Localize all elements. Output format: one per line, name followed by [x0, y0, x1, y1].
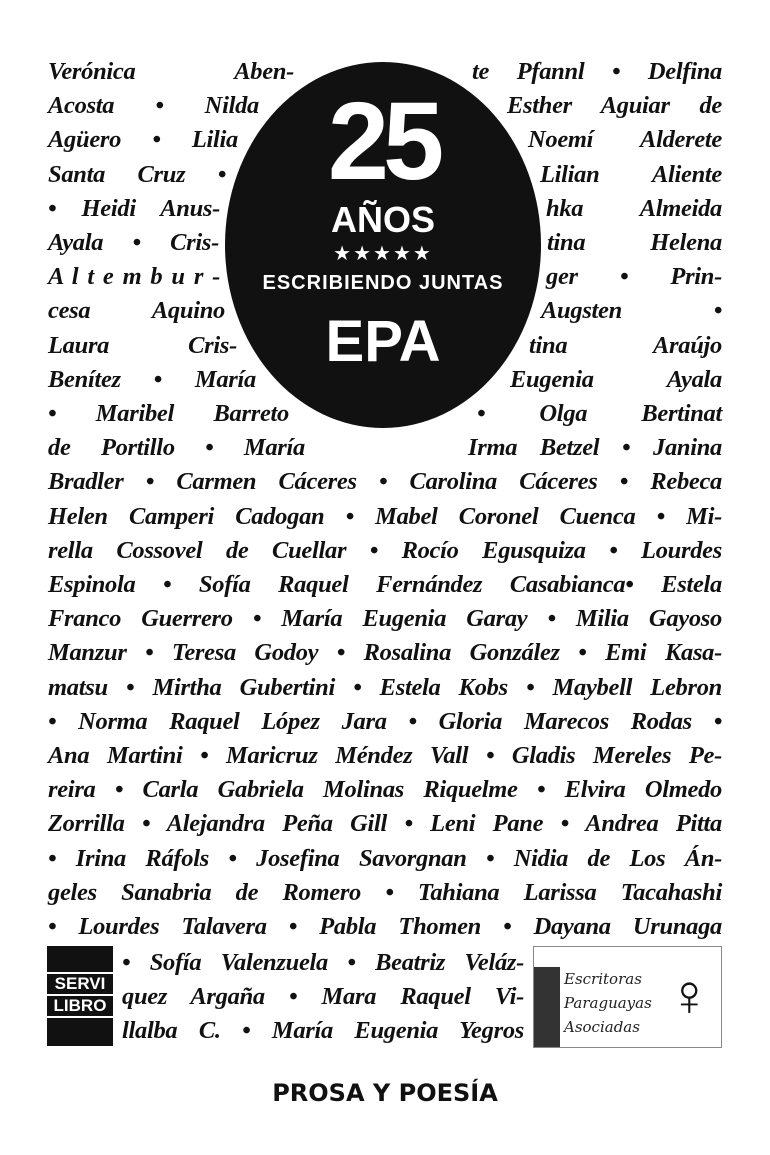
- name-line: [48, 89, 259, 123]
- name-line: [48, 773, 722, 807]
- name-line-text: Espinola • Sofía Raquel Fernández Casabianca• Estela: [48, 571, 722, 598]
- epa-logo-line1: Escritoras: [564, 970, 642, 988]
- name-line-text: Noemí Alderete: [528, 126, 722, 154]
- name-line-text: tina Araújo: [529, 331, 722, 359]
- walking-feet-icon: [47, 1016, 113, 1046]
- name-line: [48, 807, 722, 841]
- name-line-text: llalba C. • María Eugenia Yegros: [122, 1017, 524, 1045]
- name-line-text: Bradler • Carmen Cáceres • Carolina Cáceres • Rebeca: [48, 468, 722, 496]
- logo-years: AÑOS: [330, 199, 435, 240]
- name-line: [48, 739, 722, 773]
- name-line-text: de Portillo • María: [48, 434, 305, 462]
- name-line: [546, 192, 722, 226]
- name-line: [48, 397, 289, 431]
- name-line: [48, 123, 238, 157]
- escritoras-paraguayas-logo: [533, 946, 722, 1048]
- name-line-text: Agüero • Lilia: [48, 126, 238, 154]
- name-line-text: Ana Martini • Maricruz Méndez Vall • Gladis Mereles Pe-: [48, 742, 722, 769]
- name-line: [510, 363, 722, 397]
- name-line-text: Ayala • Cris-: [48, 229, 219, 256]
- name-line-text: • Heidi Anus-: [48, 194, 220, 222]
- name-line-text: geles Sanabria de Romero • Tahiana Larissa Tacahashi: [48, 878, 722, 906]
- female-quill-icon: ♀: [667, 963, 711, 1028]
- name-line-text: reira • Carla Gabriela Molinas Riquelme • Elvira Olmedo: [48, 776, 722, 804]
- epa-logo-line3: Asociadas: [564, 1018, 640, 1036]
- name-line-text: • Sofía Valenzuela • Beatriz Veláz-: [122, 949, 524, 976]
- name-line-text: • Olga Bertinat: [477, 400, 722, 427]
- name-line-text: Verónica Aben-: [48, 58, 294, 85]
- name-line-text: • Maribel Barreto: [48, 400, 289, 427]
- name-line-text: Zorrilla • Alejandra Peña Gill • Leni Pane • Andrea Pitta: [48, 810, 722, 838]
- name-line: [507, 89, 722, 123]
- name-line: [48, 55, 294, 89]
- name-line: [472, 55, 722, 89]
- name-line: [48, 602, 722, 636]
- name-line-text: rella Cossovel de Cuellar • Rocío Egusquiza • Lourdes: [48, 536, 722, 564]
- logo-strip: [534, 967, 560, 1047]
- name-line-text: hka Almeida: [546, 194, 722, 222]
- name-line: [122, 946, 524, 980]
- name-line-text: Helen Camperi Cadogan • Mabel Coronel Cuenca • Mi-: [48, 502, 722, 530]
- servilibro-line2: LIBRO: [47, 994, 113, 1016]
- name-line: [528, 123, 722, 157]
- logo-acronym: EPA: [325, 309, 441, 374]
- name-line-text: Acosta • Nilda: [48, 92, 259, 120]
- name-line: [477, 397, 722, 431]
- name-line: [48, 260, 220, 294]
- name-line-text: Irma Betzel • Janina: [468, 434, 722, 462]
- name-line: [529, 329, 722, 363]
- name-line-text: ger • Prin-: [546, 263, 722, 291]
- name-line: [48, 363, 256, 397]
- name-line: [48, 500, 722, 534]
- name-line: [122, 980, 524, 1014]
- name-line-text: Laura Cris-: [48, 331, 237, 359]
- name-line: [540, 158, 722, 192]
- name-line: [48, 534, 722, 568]
- name-line: [48, 842, 722, 876]
- name-line: [48, 192, 220, 226]
- name-line-text: • Irina Ráfols • Josefina Savorgnan • Nidia de Los Án-: [48, 844, 722, 872]
- name-line: [48, 705, 722, 739]
- name-line: [48, 671, 722, 705]
- name-line-text: Lilian Aliente: [540, 160, 722, 188]
- name-line: [48, 910, 722, 944]
- name-line: [122, 1014, 524, 1048]
- name-line: [48, 876, 722, 910]
- name-line-text: Benítez • María: [48, 365, 256, 393]
- name-line: [468, 431, 722, 465]
- servilibro-line1: SERVI: [47, 972, 113, 994]
- name-line-text: • Norma Raquel López Jara • Gloria Marecos Rodas •: [48, 707, 722, 735]
- name-line-text: Augsten •: [541, 297, 722, 325]
- name-line-text: matsu • Mirtha Gubertini • Estela Kobs • Maybell Lebron: [48, 673, 722, 701]
- name-line: [541, 294, 722, 328]
- servilibro-logo: [47, 946, 113, 1046]
- epa-25-years-logo: [225, 62, 541, 428]
- name-line: [48, 226, 219, 260]
- book-subtitle: PROSA Y POESÍA: [272, 1079, 498, 1107]
- name-line: [48, 294, 225, 328]
- name-line-text: Manzur • Teresa Godoy • Rosalina González • Emi Kasa-: [48, 639, 722, 667]
- name-line: [547, 226, 722, 260]
- logo-number: 25: [327, 80, 439, 203]
- name-line: [48, 465, 722, 499]
- name-line-text: Esther Aguiar de: [507, 92, 722, 120]
- name-line: [48, 636, 722, 670]
- name-line-text: A l t e m b u r -: [48, 263, 220, 291]
- name-line-text: • Lourdes Talavera • Pabla Thomen • Dayana Urunaga: [48, 913, 722, 940]
- name-line-text: Santa Cruz •: [48, 160, 226, 188]
- name-line-text: cesa Aquino: [48, 297, 225, 325]
- name-line: [546, 260, 722, 294]
- name-line-text: tina Helena: [547, 229, 722, 256]
- name-line: [48, 329, 237, 363]
- name-line-text: Eugenia Ayala: [510, 365, 722, 393]
- name-line-text: te Pfannl • Delfina: [472, 58, 722, 85]
- logo-arc-text: ESCRIBIENDO JUNTAS: [262, 272, 504, 294]
- name-line-text: Franco Guerrero • María Eugenia Garay • Milia Gayoso: [48, 605, 722, 633]
- epa-logo-line2: Paraguayas: [564, 994, 652, 1012]
- logo-stars: ★★★★★: [333, 243, 433, 265]
- book-icon: [47, 946, 113, 972]
- name-line: [48, 158, 226, 192]
- name-line-text: quez Argaña • Mara Raquel Vi-: [122, 983, 524, 1011]
- name-line: [48, 568, 722, 602]
- name-line: [48, 431, 305, 465]
